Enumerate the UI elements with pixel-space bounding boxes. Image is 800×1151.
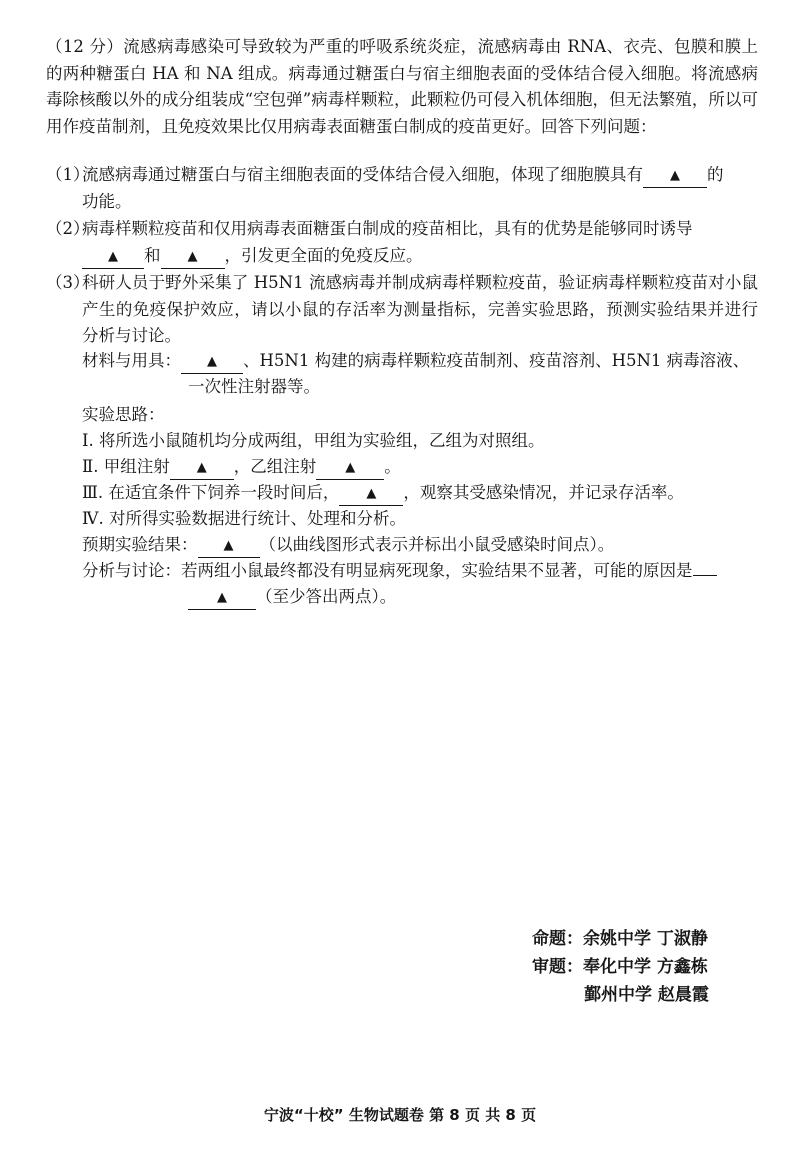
answer-blank-2a[interactable] [82, 246, 144, 269]
question-2-text: 病毒样颗粒疫苗和仅用病毒表面糖蛋白制成的疫苗相比，具有的优势是能够同时诱导 [82, 219, 693, 238]
step-2 [82, 454, 762, 481]
answer-blank-step2b[interactable] [316, 457, 384, 480]
step-2-text: Ⅱ. 甲组注射 [82, 457, 170, 476]
expected-result-text: （以曲线图形式表示并标出小鼠受感染时间点）。 [259, 535, 615, 554]
question-3 [46, 270, 758, 350]
expected-result-line [82, 532, 762, 559]
question-1-text-end: 功能。 [82, 191, 132, 211]
question-2-number: （2） [46, 219, 90, 238]
triangle-icon: ▲ [196, 460, 207, 475]
analysis-line-2 [188, 584, 800, 611]
triangle-icon: ▲ [670, 168, 680, 183]
materials-line [82, 348, 762, 375]
answer-blank-step2a[interactable] [170, 457, 234, 480]
question-2 [46, 216, 758, 269]
triangle-icon: ▲ [223, 538, 234, 553]
idea-label: 实验思路： [82, 405, 165, 424]
step-2-text-end: 。 [384, 457, 401, 476]
triangle-icon: ▲ [217, 590, 227, 605]
triangle-icon: ▲ [366, 486, 377, 501]
step-3 [82, 480, 762, 507]
step-1: Ⅰ. 将所选小鼠随机均分成两组，甲组为实验组，乙组为对照组。 [82, 431, 545, 450]
step-2-text-mid: ，乙组注射 [233, 457, 317, 476]
expected-result-label: 预期实验结果： [82, 535, 198, 554]
reviewer-credit-1: 审题：奉化中学 方鑫栋 [532, 957, 708, 977]
reviewer-credit-2: 鄞州中学 赵晨霞 [584, 985, 709, 1005]
analysis-text-end: （至少答出两点）。 [256, 587, 397, 606]
question-3-number: （3） [46, 273, 90, 292]
question-1-text-tail: 的 [707, 165, 724, 184]
materials-label: 材料与用具： [82, 351, 181, 370]
materials-text-end: 一次性注射器等。 [188, 377, 320, 396]
question-3-text: 科研人员于野外采集了 H5N1 流感病毒并制成病毒样颗粒疫苗，验证病毒样颗粒疫苗对小鼠产生的免疫保护效应，请以小鼠的存活率为测量指标，完善实验思路，预测实验结果并进行分析与讨论。 [82, 273, 758, 345]
author-credit: 命题：余姚中学 丁淑静 [532, 929, 708, 949]
triangle-icon: ▲ [345, 460, 356, 475]
step-3-text: Ⅲ. 在适宜条件下饲养一段时间后， [82, 483, 340, 502]
triangle-icon: ▲ [207, 354, 217, 369]
step-3-text-end: ，观察其受感染情况，并记录存活率。 [403, 483, 684, 502]
answer-blank-analysis[interactable] [188, 587, 256, 610]
analysis-text: 分析与讨论：若两组小鼠最终都没有明显病死现象，实验结果不显著，可能的原因是 [82, 561, 693, 580]
question-1-text: 流感病毒通过糖蛋白与宿主细胞表面的受体结合侵入细胞，体现了细胞膜具有 [82, 165, 643, 184]
page-footer: 宁波“十校” 生物试题卷 第 8 页 共 8 页 [263, 1106, 537, 1124]
materials-text: 、H5N1 构建的病毒样颗粒疫苗制剂、疫苗溶剂、H5N1 病毒溶液、 [243, 351, 750, 370]
answer-blank-expected[interactable] [198, 535, 260, 558]
question-1-number: （1） [46, 165, 90, 184]
answer-blank-step3[interactable] [339, 483, 403, 506]
analysis-line [82, 558, 762, 585]
answer-blank-1[interactable] [643, 165, 707, 188]
triangle-icon: ▲ [108, 248, 118, 264]
answer-blank-materials[interactable] [181, 351, 243, 374]
question-stem: （12 分）流感病毒感染可导致较为严重的呼吸系统炎症，流感病毒由 RNA、衣壳、包膜和膜上的两种糖蛋白 HA 和 NA 组成。病毒通过糖蛋白与宿主细胞表面的受体结合侵入细胞。将流感病毒除核酸以外的成分组装成“空包弹”病毒样颗粒，此颗粒仍可侵入机体细胞，但无法繁殖，所以可用作疫苗制剂，且免疫效果比仅用病毒表面糖蛋白制成的疫苗更好。回答下列问题： [46, 37, 758, 136]
question-1 [46, 162, 758, 215]
triangle-icon: ▲ [187, 248, 198, 264]
question-2-text-end: ，引发更全面的免疫反应。 [224, 245, 423, 265]
question-2-and: 和 [144, 245, 161, 265]
step-4: Ⅳ. 对所得实验数据进行统计、处理和分析。 [82, 509, 406, 528]
answer-blank-2b[interactable] [161, 246, 225, 269]
answer-blank-analysis-start[interactable] [693, 575, 717, 576]
